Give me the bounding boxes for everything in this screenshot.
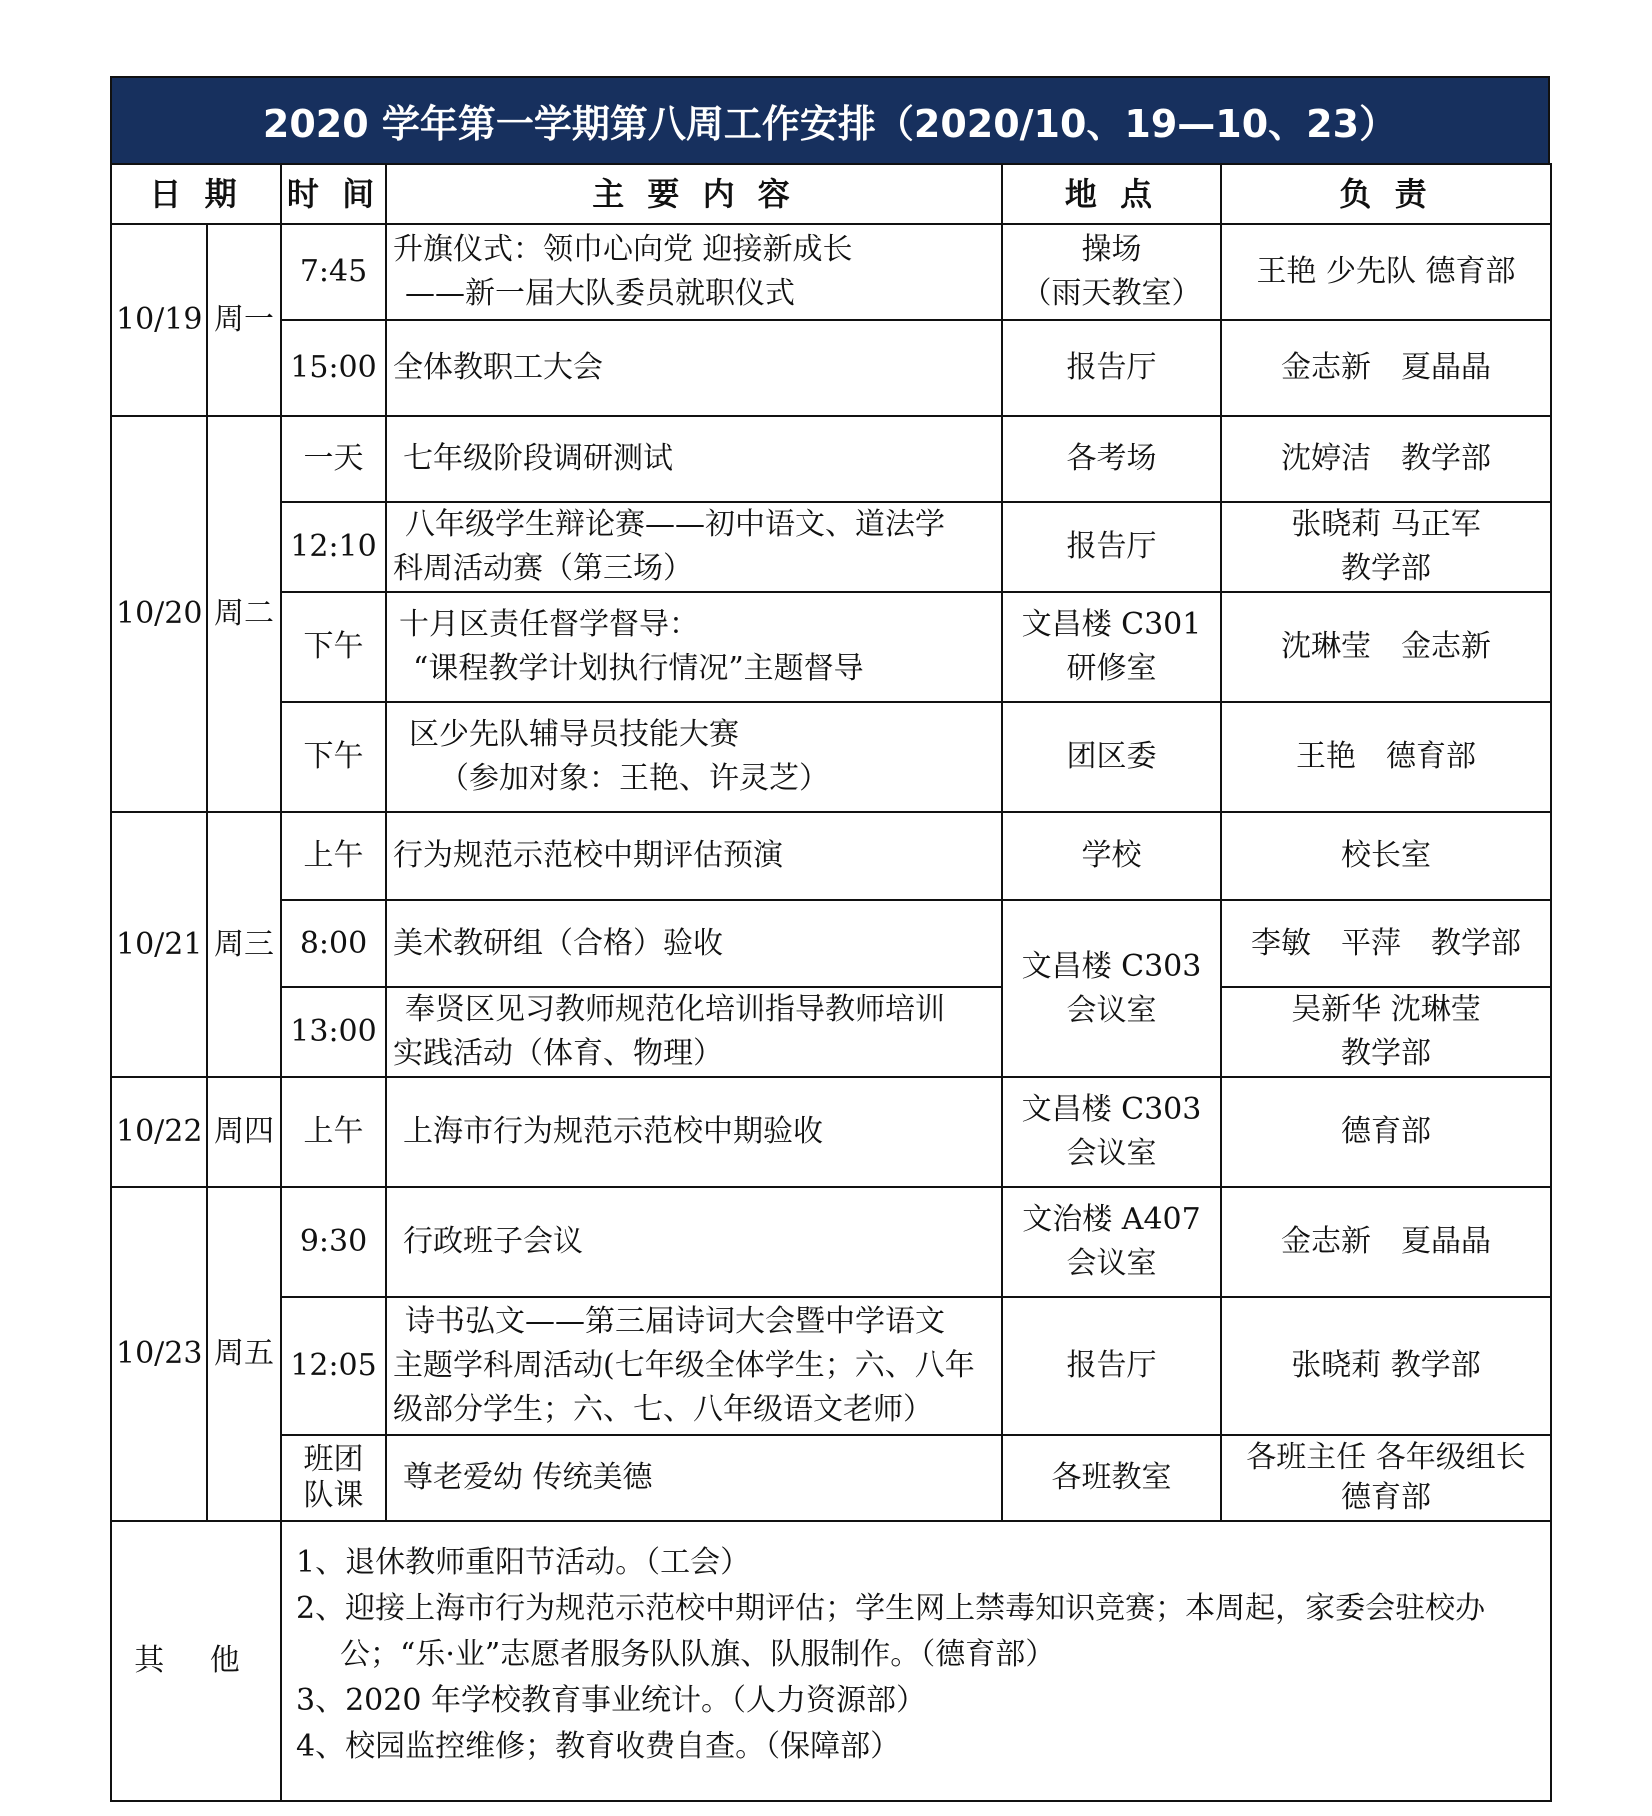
header-date: 日 期 xyxy=(111,164,281,224)
person-cell xyxy=(1221,1435,1551,1521)
weekday-cell: 周四 xyxy=(207,1077,281,1187)
content-line: 诗书弘文——第三届诗词大会暨中学语文 xyxy=(405,1304,945,1339)
table-row xyxy=(111,987,1551,1077)
content-cell xyxy=(386,702,1002,812)
person-line: 吴新华 沈琳莹 xyxy=(1291,992,1481,1027)
person-cell: 王艳 德育部 xyxy=(1221,702,1551,812)
place-cell: 报告厅 xyxy=(1002,1297,1221,1435)
content-line: 十月区责任督学督导： xyxy=(399,607,699,642)
time-cell: 15:00 xyxy=(281,320,386,416)
person-cell: 张晓莉 教学部 xyxy=(1221,1297,1551,1435)
content-cell xyxy=(386,502,1002,592)
content-line: 主题学科周活动(七年级全体学生；六、八年 xyxy=(393,1348,975,1383)
content-cell: 行政班子会议 xyxy=(386,1187,1002,1297)
note-item: 3、2020 年学校教育事业统计。（人力资源部） xyxy=(296,1683,926,1718)
person-line: 张晓莉 马正军 xyxy=(1291,507,1481,542)
page-title: 2020 学年第一学期第八周工作安排（2020/10、19—10、23） xyxy=(110,76,1550,163)
content-line: （参加对象：王艳、许灵芝） xyxy=(439,761,829,796)
table-row xyxy=(111,416,1551,502)
place-cell: 报告厅 xyxy=(1002,320,1221,416)
place-cell: 报告厅 xyxy=(1002,502,1221,592)
place-cell xyxy=(1002,1077,1221,1187)
content-cell: 七年级阶段调研测试 xyxy=(386,416,1002,502)
person-cell: 王艳 少先队 德育部 xyxy=(1221,224,1551,320)
note-item: 4、校园监控维修；教育收费自查。（保障部） xyxy=(296,1729,901,1764)
header-content: 主 要 内 容 xyxy=(386,164,1002,224)
place-line: 会议室 xyxy=(1066,1246,1157,1281)
content-cell: 美术教研组（合格）验收 xyxy=(386,900,1002,987)
person-line: 教学部 xyxy=(1341,1036,1431,1071)
person-cell: 沈琳莹 金志新 xyxy=(1221,592,1551,702)
person-cell: 校长室 xyxy=(1221,812,1551,900)
time-cell: 上午 xyxy=(281,1077,386,1187)
content-cell: 尊老爱幼 传统美德 xyxy=(386,1435,1002,1521)
person-cell: 沈婷洁 教学部 xyxy=(1221,416,1551,502)
schedule-table xyxy=(110,163,1552,1802)
place-line: 文治楼 A407 xyxy=(1022,1202,1201,1237)
place-line: 操场 xyxy=(1081,232,1142,267)
place-line: 研修室 xyxy=(1066,651,1157,686)
header-time: 时 间 xyxy=(281,164,386,224)
time-cell: 下午 xyxy=(281,592,386,702)
place-cell: 各班教室 xyxy=(1002,1435,1221,1521)
table-row xyxy=(111,900,1551,987)
weekday-cell: 周五 xyxy=(207,1187,281,1521)
place-line: 文昌楼 C301 xyxy=(1021,607,1202,642)
content-line: 实践活动（体育、物理） xyxy=(393,1036,723,1071)
content-line: 区少先队辅导员技能大赛 xyxy=(409,717,739,752)
table-row xyxy=(111,812,1551,900)
table-row xyxy=(111,224,1551,320)
date-cell: 10/21 xyxy=(111,812,207,1077)
content-cell: 全体教职工大会 xyxy=(386,320,1002,416)
other-row xyxy=(111,1521,1551,1801)
content-cell xyxy=(386,224,1002,320)
person-cell xyxy=(1221,987,1551,1077)
place-cell xyxy=(1002,592,1221,702)
table-row xyxy=(111,1435,1551,1521)
content-cell: 行为规范示范校中期评估预演 xyxy=(386,812,1002,900)
table-row xyxy=(111,702,1551,812)
time-cell: 8:00 xyxy=(281,900,386,987)
person-line: 教学部 xyxy=(1341,551,1431,586)
time-cell: 上午 xyxy=(281,812,386,900)
time-cell: 12:10 xyxy=(281,502,386,592)
person-cell: 李敏 平萍 教学部 xyxy=(1221,900,1551,987)
person-cell: 金志新 夏晶晶 xyxy=(1221,320,1551,416)
table-row xyxy=(111,502,1551,592)
place-line: 会议室 xyxy=(1066,1136,1157,1171)
place-line: （雨天教室） xyxy=(1021,276,1202,311)
place-cell xyxy=(1002,900,1221,1077)
time-cell: 一天 xyxy=(281,416,386,502)
time-cell: 12:05 xyxy=(281,1297,386,1435)
place-line: 文昌楼 C303 xyxy=(1021,1092,1202,1127)
time-line: 班团 xyxy=(303,1442,364,1477)
note-item: 2、迎接上海市行为规范示范校中期评估；学生网上禁毒知识竞赛；本周起，家委会驻校办 xyxy=(296,1591,1486,1626)
table-row xyxy=(111,320,1551,416)
weekday-cell: 周三 xyxy=(207,812,281,1077)
place-cell: 各考场 xyxy=(1002,416,1221,502)
person-line: 各班主任 各年级组长 xyxy=(1246,1440,1526,1475)
schedule-sheet xyxy=(110,76,1550,1802)
content-cell xyxy=(386,1297,1002,1435)
header-person: 负 责 xyxy=(1221,164,1551,224)
content-cell xyxy=(386,592,1002,702)
other-label: 其 他 xyxy=(111,1521,281,1801)
header-place: 地 点 xyxy=(1002,164,1221,224)
time-line: 队课 xyxy=(303,1478,364,1513)
person-cell xyxy=(1221,502,1551,592)
header-row xyxy=(111,164,1551,224)
note-item: 1、退休教师重阳节活动。（工会） xyxy=(296,1545,751,1580)
place-cell xyxy=(1002,224,1221,320)
weekday-cell: 周二 xyxy=(207,416,281,812)
place-cell: 学校 xyxy=(1002,812,1221,900)
person-cell: 金志新 夏晶晶 xyxy=(1221,1187,1551,1297)
date-cell: 10/20 xyxy=(111,416,207,812)
weekday-cell: 周一 xyxy=(207,224,281,416)
content-line: 科周活动赛（第三场） xyxy=(393,551,693,586)
note-item: 公；“乐·业”志愿者服务队队旗、队服制作。（德育部） xyxy=(340,1637,1056,1672)
content-line: ——新一届大队委员就职仪式 xyxy=(405,276,795,311)
place-line: 文昌楼 C303 xyxy=(1021,948,1202,984)
table-row xyxy=(111,1077,1551,1187)
time-cell: 7:45 xyxy=(281,224,386,320)
content-line: “课程教学计划执行情况”主题督导 xyxy=(413,651,864,686)
table-row xyxy=(111,1297,1551,1435)
other-notes xyxy=(281,1521,1551,1801)
date-cell: 10/23 xyxy=(111,1187,207,1521)
person-cell: 德育部 xyxy=(1221,1077,1551,1187)
time-cell: 9:30 xyxy=(281,1187,386,1297)
time-cell xyxy=(281,1435,386,1521)
place-cell xyxy=(1002,1187,1221,1297)
content-cell: 上海市行为规范示范校中期验收 xyxy=(386,1077,1002,1187)
person-line: 德育部 xyxy=(1341,1480,1431,1515)
place-cell: 团区委 xyxy=(1002,702,1221,812)
content-line: 八年级学生辩论赛——初中语文、道法学 xyxy=(405,507,945,542)
table-row xyxy=(111,592,1551,702)
place-line: 会议室 xyxy=(1066,992,1157,1028)
time-cell: 下午 xyxy=(281,702,386,812)
time-cell: 13:00 xyxy=(281,987,386,1077)
content-line: 级部分学生；六、七、八年级语文老师） xyxy=(393,1392,933,1427)
date-cell: 10/19 xyxy=(111,224,207,416)
content-line: 升旗仪式：领巾心向党 迎接新成长 xyxy=(393,232,853,267)
content-line: 奉贤区见习教师规范化培训指导教师培训 xyxy=(405,992,945,1027)
date-cell: 10/22 xyxy=(111,1077,207,1187)
table-row xyxy=(111,1187,1551,1297)
content-cell xyxy=(386,987,1002,1077)
